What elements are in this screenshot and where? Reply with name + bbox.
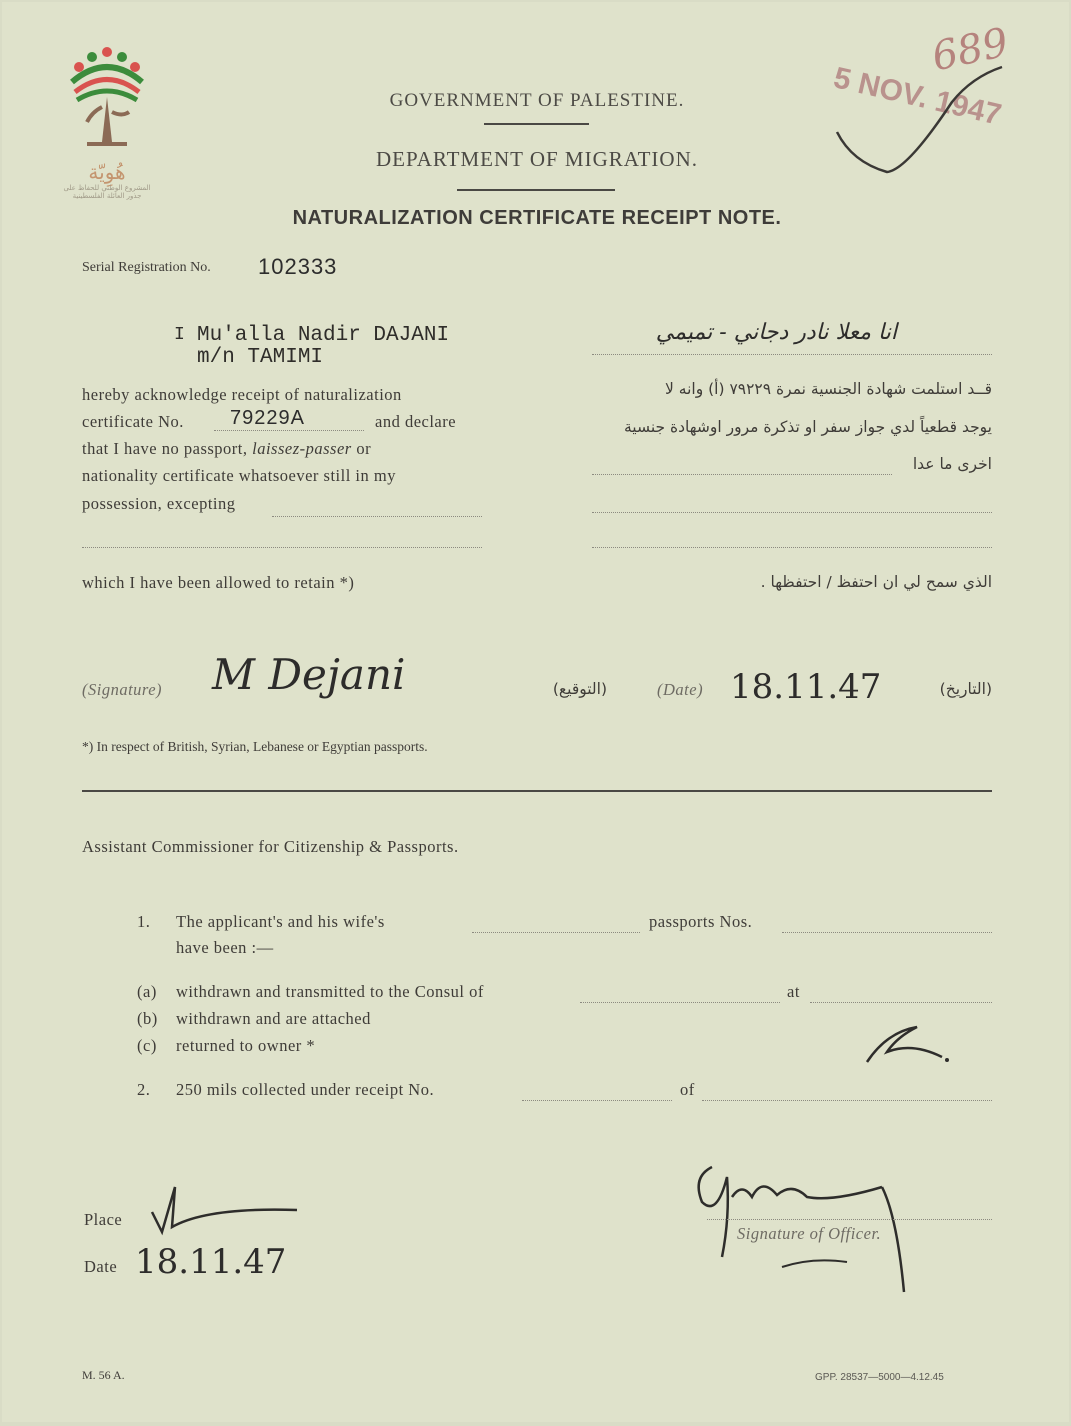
item-1-have-been: have been :— [176,938,274,957]
item-a-at: at [787,982,800,1001]
document-title: NATURALIZATION CERTIFICATE RECEIPT NOTE. [292,207,782,229]
applicant-name-arabic: انا معلا نادر دجاني - تميمي [655,320,897,345]
arabic-retain-text: الذي سمح لي ان احتفظ / احتفظها . [760,573,992,591]
signature-date: 18.11.47 [730,667,882,707]
arabic-excepting-line-3 [592,547,992,548]
certificate-number-line [214,430,364,431]
arabic-body-line-1: قــد استلمت شهادة الجنسية نمرة ٧٩٢٢٩ (أ) وانه لا [665,380,992,398]
initial-mark-icon [857,1012,957,1072]
form-number: M. 56 A. [82,1368,125,1382]
family-tree-logo-icon [57,42,157,157]
place-label: Place [84,1210,123,1229]
serial-label: Serial Registration No. [82,260,211,275]
header-rule-2 [457,189,615,191]
signature-label-arabic: (التوقيع) [552,680,607,698]
body-line-3 [82,439,371,459]
commissioner-heading: Assistant Commissioner for Citizenship & Passports. [82,837,459,856]
bottom-date-value: 18.11.47 [135,1242,287,1282]
item-2-receipt-blank [522,1100,672,1101]
applicant-name: Mu'alla Nadir DAJANI [197,324,450,347]
header-rule-1 [484,123,589,125]
logo-tagline-1: المشروع الوطني للحفاظ على [63,184,151,192]
item-1-passports-blank [782,932,992,933]
footnote: *) In respect of British, Syrian, Lebanese or Egyptian passports. [82,739,428,754]
item-b-text: withdrawn and are attached [176,1009,371,1028]
section-divider [82,790,992,792]
item-1-passports-nos: passports Nos. [649,912,753,931]
item-1-blank [472,932,640,933]
arabic-excepting-line-2 [592,512,992,513]
item-2-of: of [680,1080,695,1099]
body-line-3-italic: laissez-passer [252,439,352,458]
item-1-number: 1. [137,912,151,931]
department-heading: DEPARTMENT OF MIGRATION. [375,147,699,171]
body-line-5: possession, excepting [82,494,236,513]
logo [57,42,157,222]
printer-code: GPP. 28537—5000—4.12.45 [815,1372,944,1383]
body-line-3b: or [356,439,372,458]
body-line-4: nationality certificate whatsoever still in my [82,466,396,485]
date-stamp: 5 NOV. 1947 [830,61,1005,132]
signature-label: (Signature) [82,680,163,699]
applicant-prefix: I [174,325,185,345]
arabic-body-line-2: يوجد قطعياً لدي جواز سفر او تذكرة مرور اوشهادة جنسية [624,418,992,436]
arabic-name-line [592,354,992,355]
item-a-text: withdrawn and transmitted to the Consul of [176,982,484,1001]
date-label-arabic: (التاريخ) [939,680,992,698]
item-c-text: returned to owner * [176,1036,316,1055]
body-line-3a: that I have no passport, [82,439,248,458]
item-a-label: (a) [137,982,157,1001]
check-mark-icon [832,62,1012,192]
place-handwriting-icon [147,1182,307,1242]
stamp-number: 689 [928,19,1013,81]
officer-signature-label: Signature of Officer. [737,1224,882,1243]
logo-tagline-2: جذور العائلة الفلسطينية [72,192,142,200]
officer-signature-line [707,1219,992,1220]
arabic-body-line-3: اخرى ما عدا [912,455,992,473]
item-1-text: The applicant's and his wife's [176,912,385,931]
item-2-text: 250 mils collected under receipt No. [176,1080,435,1099]
item-2-number: 2. [137,1080,151,1099]
item-c-label: (c) [137,1036,157,1055]
item-2-of-blank [702,1100,992,1101]
logo-arabic-name: هُوِيّة [88,160,126,184]
retain-text: which I have been allowed to retain *) [82,573,355,592]
excepting-line-1 [272,516,482,517]
document-page [2,2,1069,1422]
item-a-at-blank [810,1002,992,1003]
bottom-date-label: Date [84,1257,118,1276]
body-line-2a: certificate No. [82,412,184,431]
item-a-consul-blank [580,1002,780,1003]
item-b-label: (b) [137,1009,158,1028]
arabic-excepting-line-1 [592,474,892,475]
applicant-maiden-name: m/n TAMIMI [197,346,324,369]
applicant-signature: M Dejani [212,650,406,699]
serial-value: 102333 [258,254,338,279]
government-heading: GOVERNMENT OF PALESTINE. [389,90,685,111]
body-line-1: hereby acknowledge receipt of naturalization [82,385,402,404]
date-label: (Date) [657,680,704,699]
excepting-line-2 [82,547,482,548]
certificate-number: 79229A [230,407,305,429]
body-line-2b: and declare [375,412,457,431]
